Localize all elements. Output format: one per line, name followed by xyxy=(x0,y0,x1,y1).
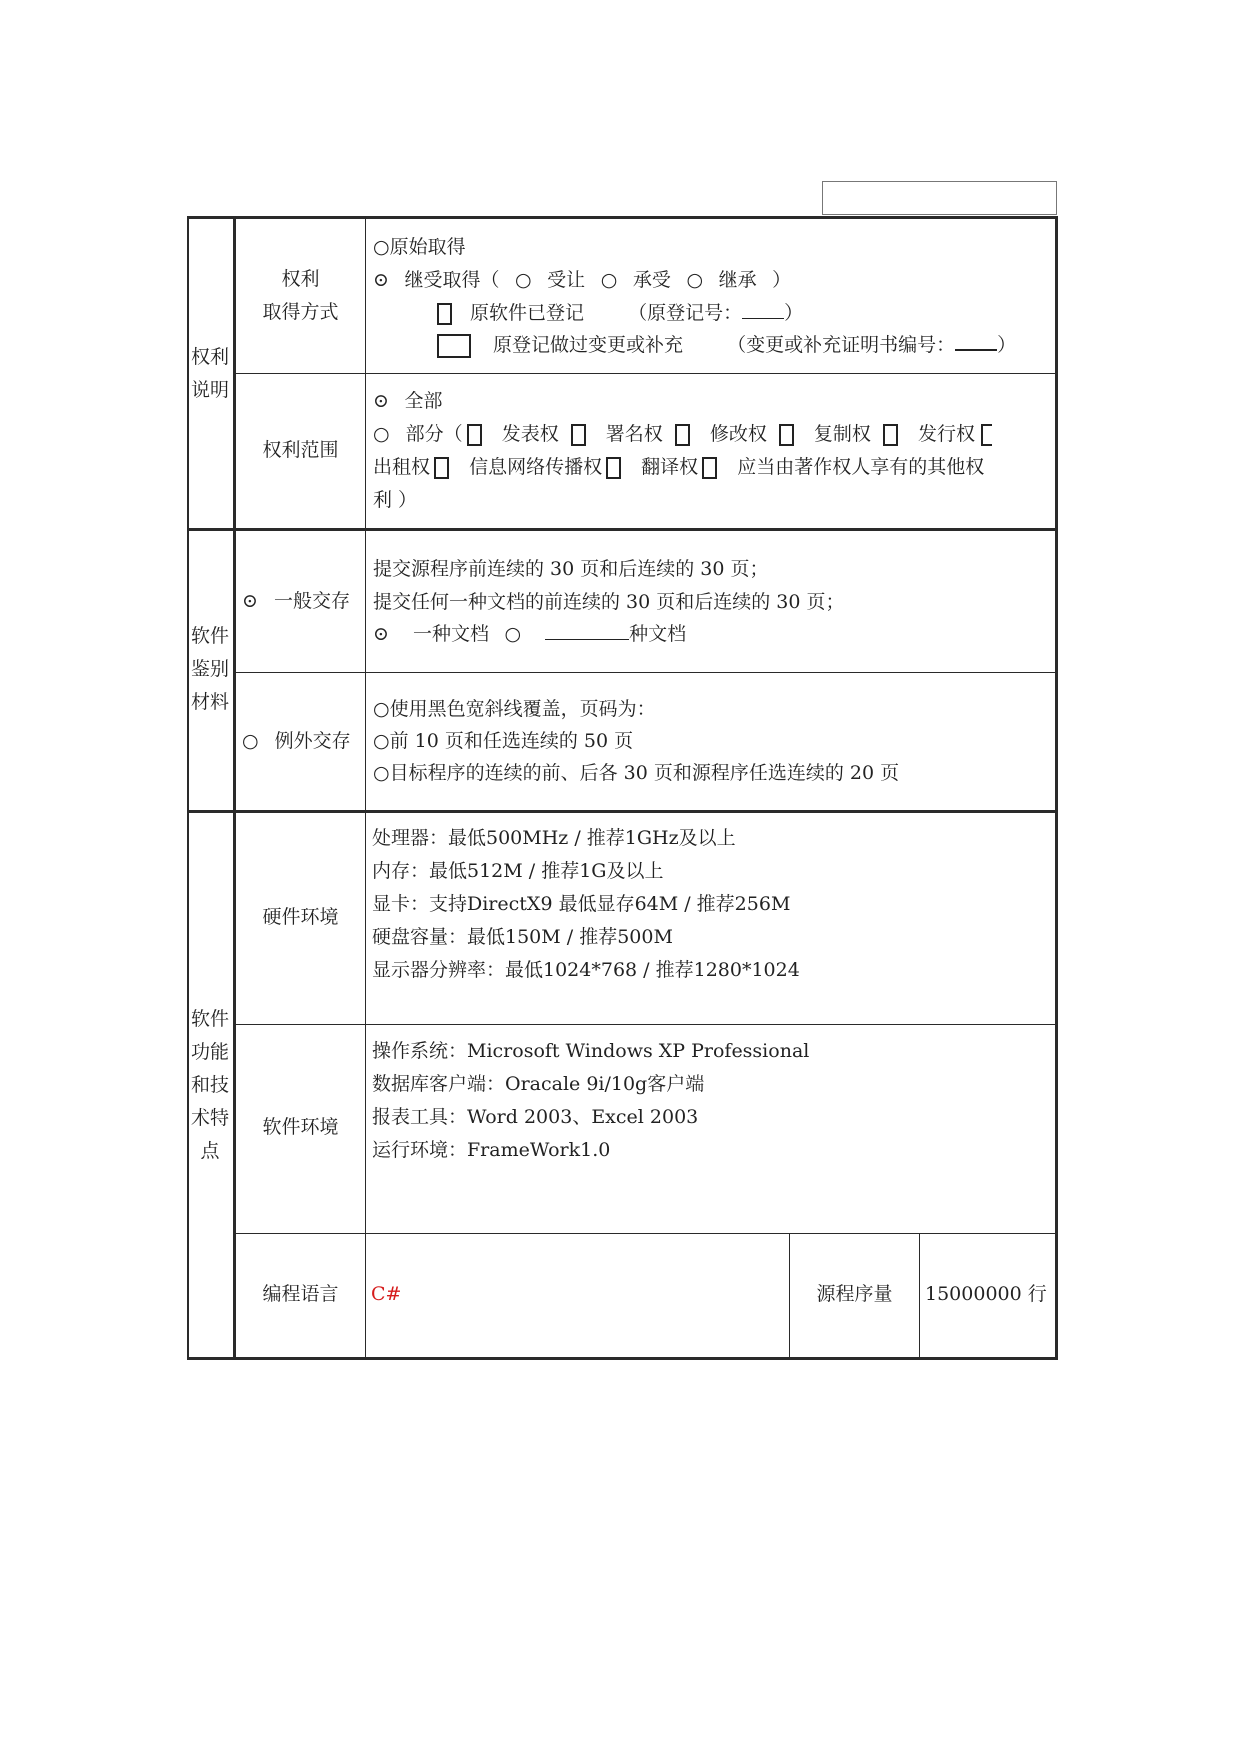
right-item-publish: 发表权 xyxy=(501,423,559,445)
scope-part-radio[interactable]: ○ xyxy=(373,423,390,445)
doc-radio2[interactable]: ○ xyxy=(504,623,522,645)
scope-tail: 利 ） xyxy=(373,489,418,511)
right-checkbox-publish[interactable] xyxy=(467,424,482,446)
accept-radio[interactable]: ○ xyxy=(600,269,618,291)
registered-no-close: ） xyxy=(784,302,804,324)
acquisition-inherit-row xyxy=(373,264,791,296)
hardware-line-memory: 内存：最低512M / 推荐1G及以上 xyxy=(372,860,664,882)
row-divider-software xyxy=(235,1233,1055,1234)
software-line-os: 操作系统：Microsoft Windows XP Professional xyxy=(372,1040,810,1062)
registered-no-label: （原登记号： xyxy=(628,302,743,324)
right-checkbox-translate[interactable] xyxy=(606,457,621,479)
right-checkbox-other[interactable] xyxy=(702,457,717,479)
inherit-text: 继受取得（ xyxy=(404,269,500,291)
general-line2: 提交任何一种文档的前连续的 30 页和后连续的 30 页； xyxy=(373,591,845,613)
exception-line2[interactable]: ○前 10 页和任选连续的 50 页 xyxy=(373,730,634,752)
right-checkbox-rental[interactable] xyxy=(981,424,992,446)
software-label: 软件环境 xyxy=(262,1116,339,1138)
right-item-translate: 翻译权 xyxy=(641,456,699,478)
table-border-right xyxy=(1055,216,1058,1360)
right-item-other: 应当由著作权人享有的其他权 xyxy=(737,456,985,478)
transfer-radio[interactable]: ○ xyxy=(515,269,532,291)
lang-col-divider-2 xyxy=(919,1233,920,1357)
scope-part-row xyxy=(373,418,996,450)
scope-items-row2 xyxy=(373,451,984,483)
changed-no-blank[interactable] xyxy=(955,328,997,351)
acquisition-label xyxy=(236,263,365,329)
doc-suffix: 种文档 xyxy=(629,623,687,645)
section-label-features: 软件功能和技术特点 xyxy=(190,1008,229,1162)
section-divider-1 xyxy=(187,528,1057,531)
exception-label-row xyxy=(242,725,351,757)
right-item-copy: 复制权 xyxy=(813,423,871,445)
row-divider-hardware xyxy=(235,1024,1055,1025)
software-line-db: 数据库客户端：Oracale 9i/10g客户端 xyxy=(372,1073,705,1095)
right-item-distribute: 发行权 xyxy=(917,423,975,445)
scope-all-radio[interactable]: ⊙ xyxy=(373,390,389,412)
inner-thick-vertical xyxy=(233,216,236,1360)
hardware-line-display: 显示器分辨率：最低1024*768 / 推荐1280*1024 xyxy=(372,959,800,981)
inherit-close-paren: ） xyxy=(772,269,792,291)
scope-part-text: 部分（ xyxy=(405,423,463,445)
section-label-rights: 权利说明 xyxy=(190,346,229,401)
succession-text: 继承 xyxy=(718,269,757,291)
right-checkbox-network[interactable] xyxy=(434,457,449,479)
accept-text: 承受 xyxy=(632,269,671,291)
source-size-value: 15000000 行 xyxy=(925,1283,1047,1305)
general-line1: 提交源程序前连续的 30 页和后连续的 30 页； xyxy=(373,558,769,580)
right-checkbox-copy[interactable] xyxy=(779,424,794,446)
source-size-label: 源程序量 xyxy=(816,1283,893,1305)
language-value: C# xyxy=(371,1283,402,1305)
exception-label: 例外交存 xyxy=(274,730,351,752)
changed-no-label: （变更或补充证明书编号： xyxy=(727,333,956,356)
general-label-row xyxy=(242,585,350,617)
right-item-rental: 出租权 xyxy=(373,456,431,478)
hardware-line-cpu: 处理器：最低500MHz / 推荐1GHz及以上 xyxy=(372,827,736,849)
right-checkbox-signature[interactable] xyxy=(571,424,586,446)
registered-no-blank[interactable] xyxy=(742,297,784,319)
registered-row xyxy=(433,297,803,329)
changed-checkbox[interactable] xyxy=(437,334,471,358)
general-label: 一般交存 xyxy=(273,590,350,612)
right-checkbox-distribute[interactable] xyxy=(883,424,898,446)
general-radio[interactable]: ⊙ xyxy=(242,590,258,612)
row-divider-acq xyxy=(235,373,1055,374)
exception-radio[interactable]: ○ xyxy=(242,730,259,752)
scope-all-text: 全部 xyxy=(404,390,443,412)
row-divider-general xyxy=(235,672,1055,673)
acquisition-label-line1: 权利 xyxy=(281,268,320,290)
software-line-report: 报表工具：Word 2003、Excel 2003 xyxy=(372,1106,699,1128)
software-line-runtime: 运行环境：FrameWork1.0 xyxy=(372,1139,611,1161)
hardware-label: 硬件环境 xyxy=(262,906,339,928)
doc-text: 一种文档 xyxy=(412,623,489,645)
doc-radio[interactable]: ⊙ xyxy=(373,623,389,645)
right-checkbox-modify[interactable] xyxy=(675,424,690,446)
acquisition-original[interactable]: ○原始取得 xyxy=(373,236,466,258)
table-border-bottom xyxy=(187,1357,1057,1360)
hardware-line-disk: 硬盘容量：最低150M / 推荐500M xyxy=(372,926,673,948)
hardware-line-gpu: 显卡：支持DirectX9 最低显存64M / 推荐256M xyxy=(372,893,791,915)
inherit-radio[interactable]: ⊙ xyxy=(373,269,389,291)
right-item-modify: 修改权 xyxy=(709,423,767,445)
registered-checkbox[interactable] xyxy=(437,303,452,325)
exception-line3[interactable]: ○目标程序的连续的前、后各 30 页和源程序任选连续的 20 页 xyxy=(373,762,900,784)
language-label: 编程语言 xyxy=(262,1283,339,1305)
scope-all-row xyxy=(373,385,452,417)
doc-count-blank[interactable] xyxy=(545,618,629,640)
acquisition-label-line2: 取得方式 xyxy=(262,301,339,323)
right-item-network: 信息网络传播权 xyxy=(469,456,603,478)
top-right-box xyxy=(822,181,1057,215)
scope-label: 权利范围 xyxy=(262,439,339,461)
transfer-text: 受让 xyxy=(547,269,586,291)
exception-line1[interactable]: ○使用黑色宽斜线覆盖，页码为： xyxy=(373,698,656,720)
general-doc-row xyxy=(373,618,686,650)
changed-no-close: ） xyxy=(997,333,1017,356)
changed-row xyxy=(433,328,1016,361)
registered-text: 原软件已登记 xyxy=(470,302,585,324)
right-item-signature: 署名权 xyxy=(605,423,663,445)
section-label-materials: 软件鉴别材料 xyxy=(190,625,229,713)
changed-text: 原登记做过变更或补充 xyxy=(493,333,684,356)
succession-radio[interactable]: ○ xyxy=(686,269,704,291)
table-border-top xyxy=(187,216,1057,219)
label-column-divider xyxy=(365,219,366,1357)
section-divider-2 xyxy=(187,810,1057,813)
